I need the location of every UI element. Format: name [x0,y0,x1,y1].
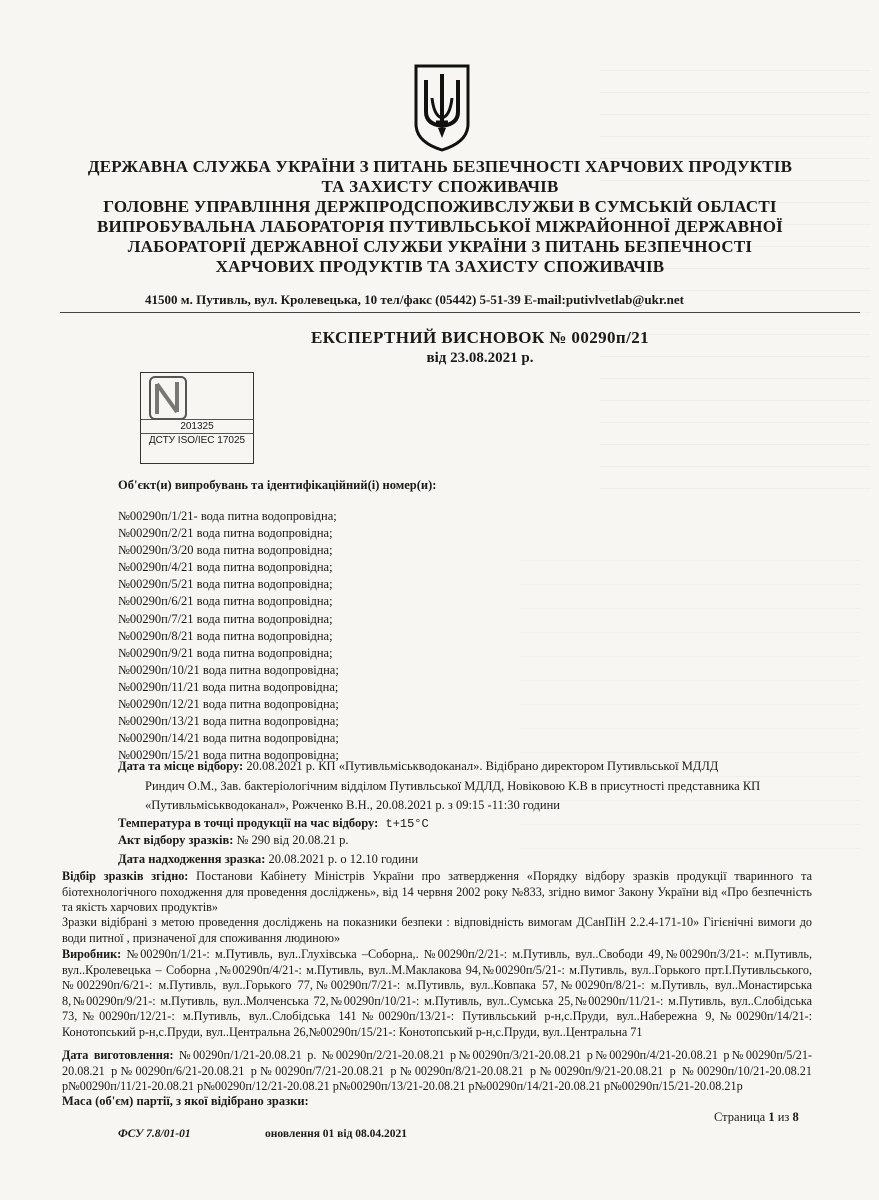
revision-note: оновлення 01 від 08.04.2021 [265,1128,408,1140]
act-value: № 290 від 20.08.21 р. [233,833,349,847]
trident-emblem-icon [412,62,472,152]
form-code: ФСУ 7.8/01-01 [118,1128,191,1140]
accreditation-separator [141,419,253,420]
accreditation-mark [140,372,254,464]
header-line-3: ГОЛОВНЕ УПРАВЛІННЯ ДЕРЖПРОДСПОЖИВСЛУЖБИ В СУМСЬКІЙ ОБЛАСТІ [103,197,777,216]
batch-label: Маса (об'єм) партії, з якої відібрано зразки: [62,1094,309,1108]
lab-contacts: 41500 м. Путивль, вул. Кролевецька, 10 тел/факс (05442) 5-51-39 E-mail:putivlvetlab@ukr.net [145,292,685,307]
sampling-act [118,832,349,848]
sample-item: №00290п/15/21 вода питна водопровідна; [118,748,339,763]
header-line-5: ЛАБОРАТОРІЇ ДЕРЖАВНОЇ СЛУЖБИ УКРАЇНИ З ПИТАНЬ БЕЗПЕЧНОСТІ [127,237,753,256]
show-through-bleed [600,70,870,490]
temperature-label: Температура в точці продукції на час відбору: [118,816,379,830]
sampling-date-label: Дата та місце відбору: [118,759,244,773]
sample-item: №00290п/5/21 вода питна водопровідна; [118,577,333,592]
arrival-label: Дата надходження зразка: [118,852,266,866]
document-title: ЕКСПЕРТНИЙ ВИСНОВОК № 00290п/21 [310,328,650,347]
sample-item: №00290п/2/21 вода питна водопровідна; [118,526,333,541]
arrival-value: 20.08.2021 р. о 12.10 години [265,852,419,866]
accreditation-separator [141,433,253,434]
producer-label: Виробник: [62,947,122,961]
manufacture-block [62,1048,812,1095]
accreditation-logo-icon [149,376,187,420]
sample-item: №00290п/9/21 вода питна водопровідна; [118,645,333,660]
sampling-line-3: «Путивльміськводоканал», Рожченко В.Н., 20.08.2021 р. з 09:15 -11:30 години [145,798,560,812]
page-mid: из [774,1110,793,1124]
sampling-line-2: Риндич О.М., Зав. бактеріологічним відділом Путивльської МДЛД, Новіковою К.В в присутності представника КП [145,779,761,793]
basis-text: Постанови Кабінету Міністрів України про затвердження «Порядку відбору зразків продукції тваринного та біотехнологічного походження для проведення досліджень», від 14 червня 2002 року №833, згідно вимог Закону України від «Про безпечність та якість харчових продуктів» [62,869,812,915]
sample-item: №00290п/4/21 вода питна водопровідна; [118,560,333,575]
basis-label: Відбір зразків згідно: [62,869,189,883]
act-label: Акт відбору зразків: [118,833,234,847]
show-through-bleed [520,560,860,860]
sample-item: №00290п/12/21 вода питна водопровідна; [118,697,339,712]
page-counter [714,1110,799,1125]
page-total: 8 [792,1110,799,1124]
producer-block [62,947,812,1041]
document-date: від 23.08.2021 р. [426,350,534,366]
sample-item: №00290п/7/21 вода питна водопровідна; [118,611,333,626]
sample-item: №00290п/1/21- вода питна водопровідна; [118,509,337,523]
sampling-date [118,758,718,774]
sample-list [118,508,339,764]
sample-item: №00290п/13/21 вода питна водопровідна; [118,714,339,729]
accreditation-number: 201325 [180,421,214,432]
sampling-temperature [118,815,429,832]
manufacture-label: Дата виготовлення: [62,1048,174,1062]
sample-item: №00290п/6/21 вода питна водопровідна; [118,594,333,609]
sampling-basis [62,869,812,916]
header-line-2: ТА ЗАХИСТУ СПОЖИВАЧІВ [321,177,559,196]
objects-label: Об'єкт(и) випробувань та ідентифікаційний(і) номер(и): [118,478,437,492]
manufacture-text: №00290п/1/21-20.08.21 р. №00290п/2/21-20.08.21 р№00290п/3/21-20.08.21 р№00290п/4/21-20.08.21 р№00290п/5/21-20.08.21 р№00290п/6/21-20.08.21 р№00290п/7/21-20.08.21 р№00290п/8/21-20.08.21 р№00290п/9/21-20.08.21 р №00290п/10/21-20.08.21 р№00290п/11/21-20.08.21 р№00290п/12/21-20.08.21 р№00290п/13/21-20.08.21 р№00290п/14/21-20.08.21 р№00290п/15/21-20.08.21р [62,1048,813,1094]
sample-item: №00290п/8/21 вода питна водопровідна; [118,628,333,643]
temperature-value: t+15°C [378,817,429,831]
page-prefix: Страница [714,1110,769,1124]
sampling-purpose: Зразки відібрані з метою проведення досліджень на показники безпеки : відповідність вимогам ДСанПіН 2.2.4-171-10» Гігієнічні вимоги до води питної , призначеної для споживання людиною» [62,915,812,945]
accreditation-standard: ДСТУ ISO/IEC 17025 [148,435,246,446]
sample-item: №00290п/10/21 вода питна водопровідна; [118,662,339,677]
sample-item: №00290п/11/21 вода питна водопровідна; [118,679,339,694]
header-line-4: ВИПРОБУВАЛЬНА ЛАБОРАТОРІЯ ПУТИВЛЬСЬКОЇ МІЖРАЙОННОЇ ДЕРЖАВНОЇ [97,217,783,236]
sample-item: №00290п/14/21 вода питна водопровідна; [118,731,339,746]
header-divider [60,312,860,313]
page-number: 1 [768,1110,775,1124]
sampling-arrival [118,851,418,867]
sample-item: №00290п/3/20 вода питна водопровідна; [118,543,333,558]
sampling-date-text: 20.08.2021 р. КП «Путивльміськводоканал». Відібрано директором Путивльської МДЛД [243,759,719,773]
producer-text: №00290п/1/21-: м.Путивль, вул..Глухівська –Соборна,. №00290п/2/21-: м.Путивль, вул..Свободи 49,№00290п/3/21-: м.Путивль, вул..Кролевецька – Соборна ,№00290п/4/21-: м.Путивль, вул..М.Маклакова 94,№00290п/5/21-: м.Путивль, вул..Горького прт.І.Путивльського,№002290п/6/21-: м.Путивль, вул..Горького 77,№00290п/7/21-: м.Путивль, вул..Ковпака 57,№00290п/8/21-: м.Путивль, вул..Монастирська 8,№00290п/9/21-: м.Путивль, вул..Молченська 72,№00290п/10/21-: м.Путивль, вул..Сумська 25,№00290п/11/21-: м.Путивль, вул..Слобідська 73,№00290п/12/21-: м.Путивль, вул..Слобідська 141№00290п/13/21-: Путивльський р-н,с.Пруди, вул..Набережна 9,№00290п/14/21-: Конотопський р-н,с.Пруди, вул..Центральна 26,№00290п/15/21-: Конотопський р-н,с.Пруди, вул..Центральна 71 [62,947,812,1039]
header-line-1: ДЕРЖАВНА СЛУЖБА УКРАЇНИ З ПИТАНЬ БЕЗПЕЧНОСТІ ХАРЧОВИХ ПРОДУКТІВ [87,157,793,176]
header-line-6: ХАРЧОВИХ ПРОДУКТІВ ТА ЗАХИСТУ СПОЖИВАЧІВ [215,257,665,276]
